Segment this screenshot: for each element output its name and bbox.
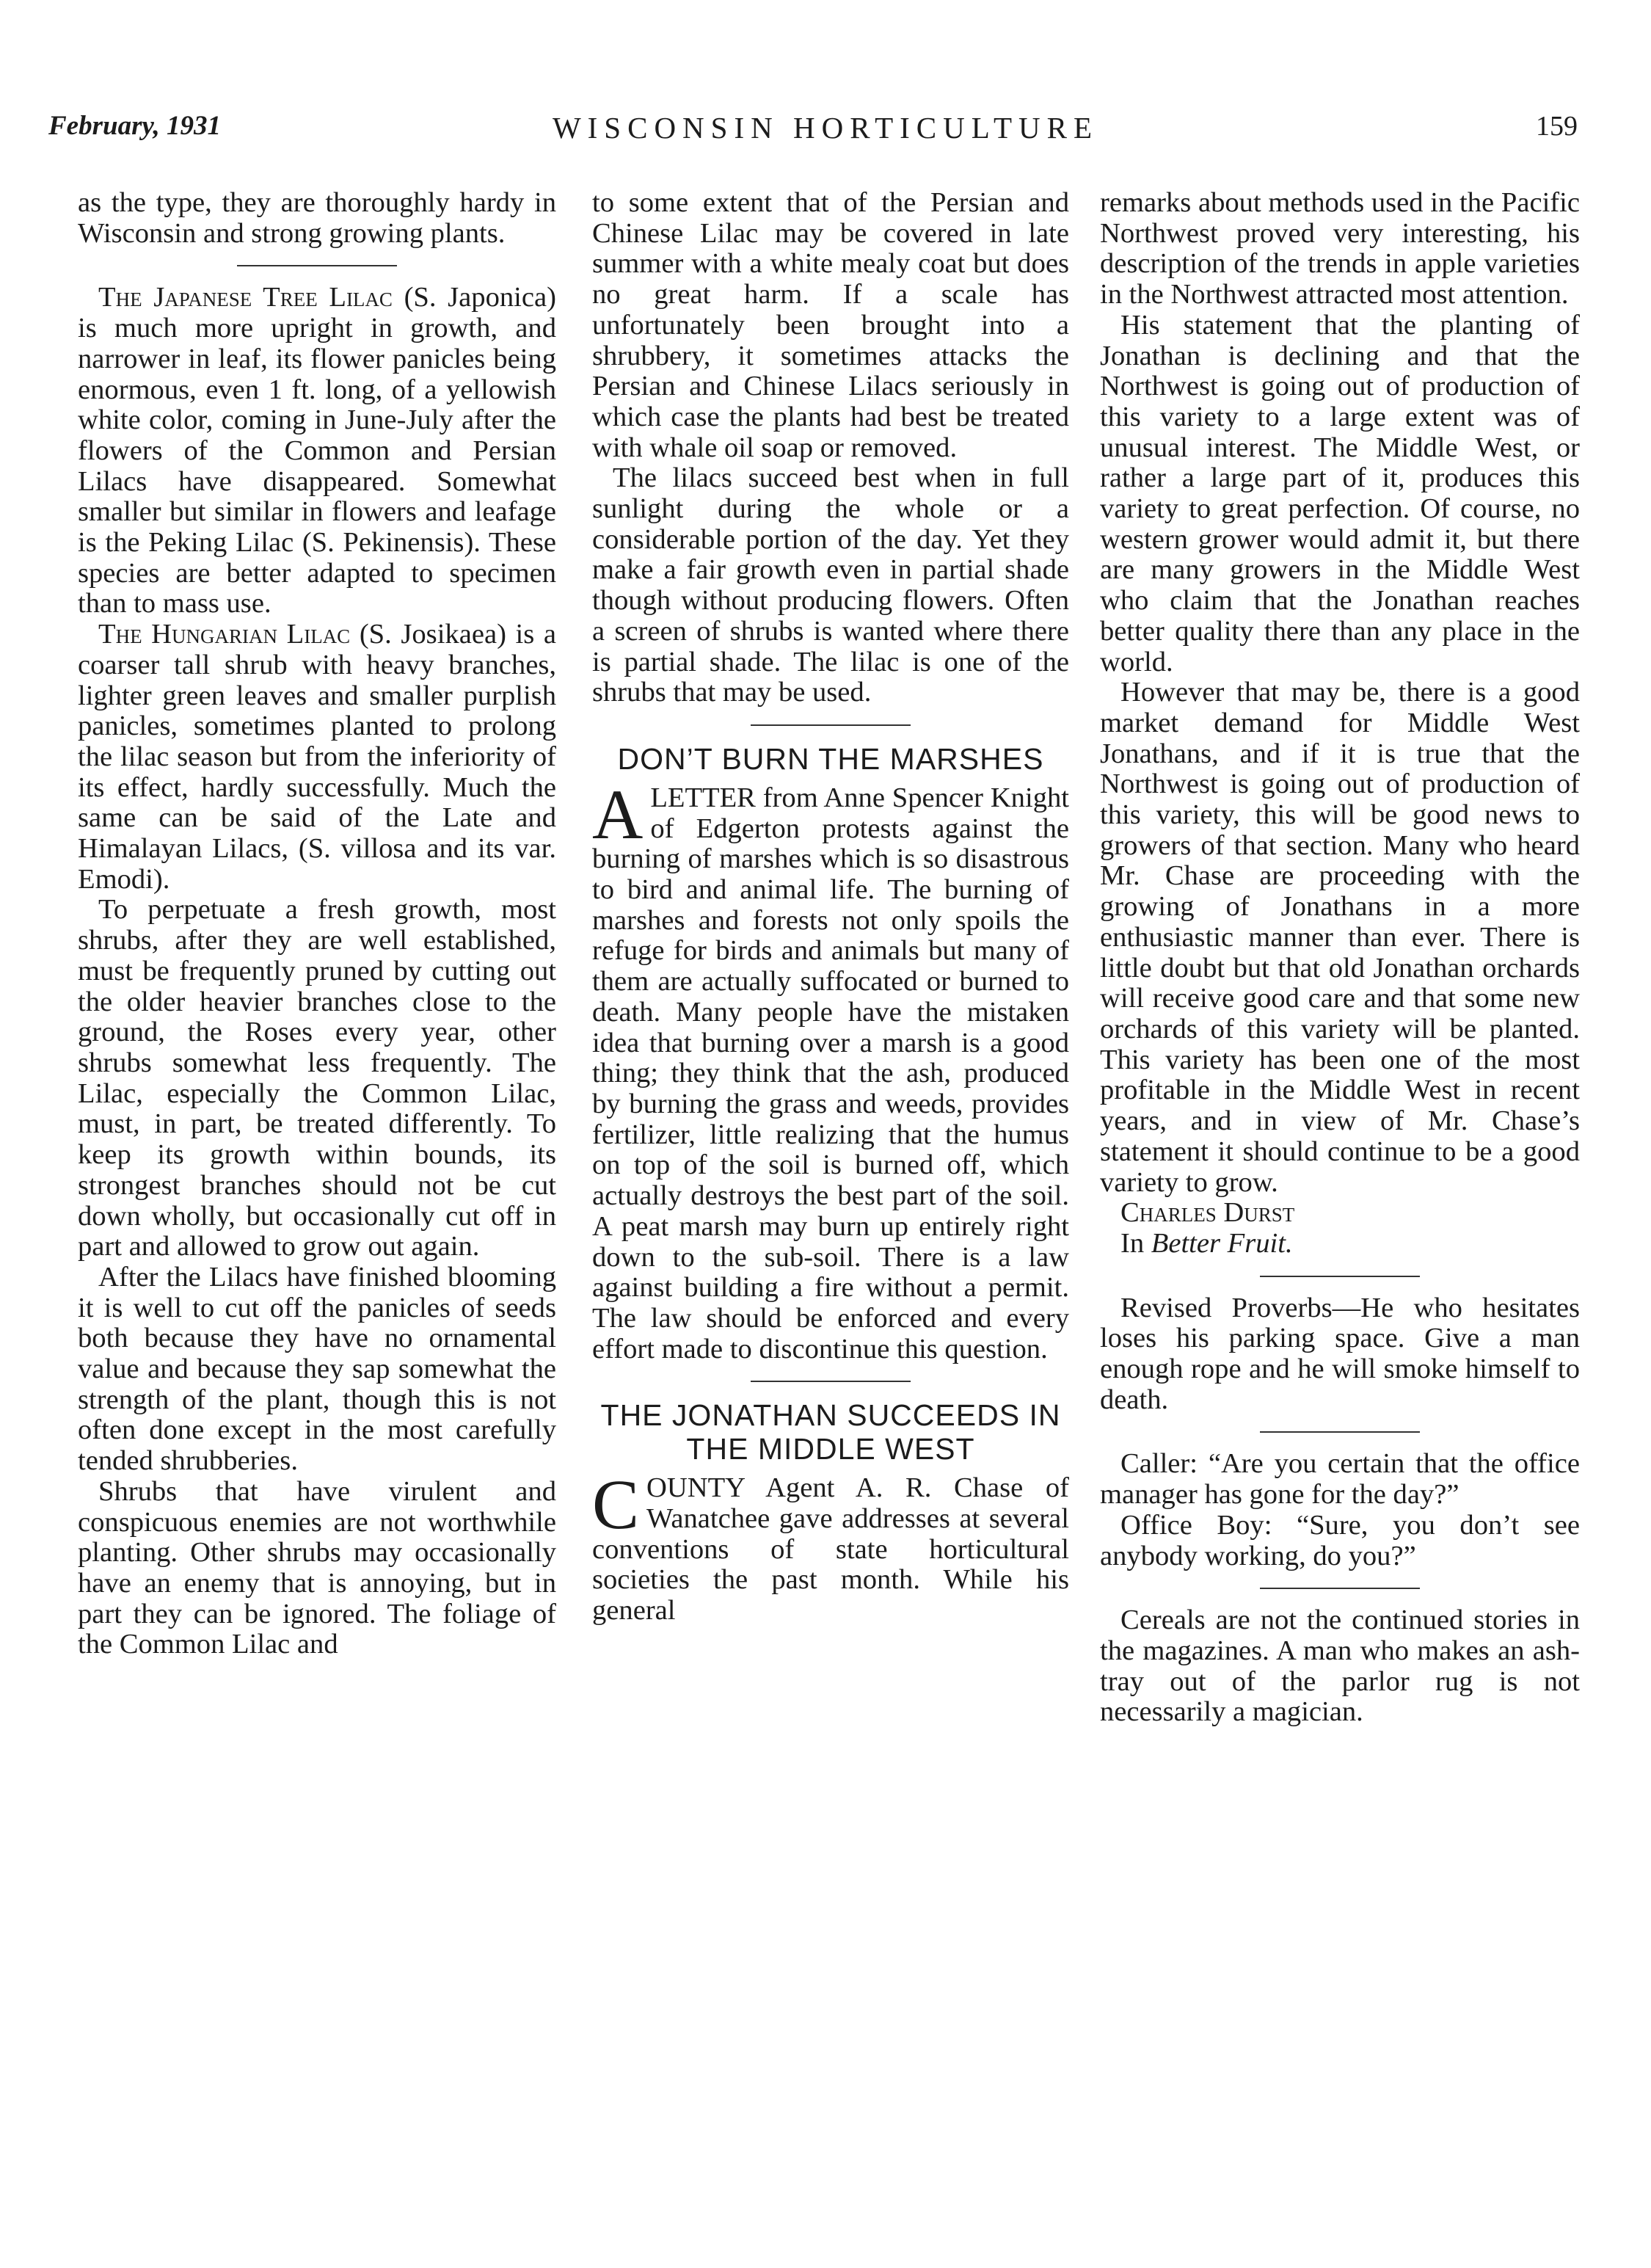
column-middle [592, 188, 1069, 1627]
section-divider [1260, 1276, 1420, 1277]
paragraph: To perpetuate a fresh growth, most shrubs, after they are well established, must be frequently pruned by cutting out the older heavier branches close to the ground, the Roses every year, other shrubs somewhat less frequently. The Lilac, especially the Common Lilac, must, in part, be treated differently. To keep its growth within bounds, its strongest branches should not be cut down wholly, but occasionally cut off in part and allowed to grow out again. [78, 894, 556, 1262]
paragraph: to some extent that of the Persian and Chinese Lilac may be covered in late summer with a white mealy coat but does no great harm. If a scale has unfortunately been brought into a shrubbery, it sometimes attacks the Persian and Chinese Lilacs seriously in which case the plants had best be treated with whale oil soap or removed. [592, 187, 1069, 463]
drop-cap: C [592, 1465, 640, 1544]
issue-date: February, 1931 [48, 111, 222, 141]
paragraph: The Hungarian Lilac (S. Josikaea) is a coarser tall shrub with heavy branches, lighter green leaves and smaller purplish panicles, sometimes planted to prolong the lilac season but from the inferiority of its effect, hardly successfully. Much the same can be said of the Late and Himalayan Lilacs, (S. villosa and its var. Emodi). [78, 619, 556, 895]
section-divider [751, 1381, 911, 1382]
drop-cap: A [592, 774, 644, 854]
article-heading: THE JONATHAN SUCCEEDS IN THE MIDDLE WEST [600, 1398, 1061, 1466]
paragraph: His statement that the planting of Jonathan is declining and that the Northwest is going out of production of this variety to a large extent was of unusual interest. The Middle West, or rather a large part of it, produces this variety to great perfection. Of course, no western grower would admit it, but there are many growers in the Middle West who claim that the Jonathan reaches better quality there than any place in the world. [1100, 309, 1580, 677]
article-heading: DON’T BURN THE MARSHES [617, 741, 1044, 776]
paragraph: as the type, they are thoroughly hardy in Wisconsin and strong growing plants. [78, 187, 556, 249]
author-signature: Charles Durst [1120, 1197, 1295, 1229]
paragraph: ALETTER from Anne Spencer Knight of Edgerton protests against the burning of marshes which is so disastrous to bird and animal life. The burning of marshes and forests not only spoils the refuge for birds and animals but many of them are actually suffocated or burned to death. Many people have the mistaken idea that burning over a marsh is a good thing; they think that the ash, produced by burning the grass and weeds, provides fertilizer, little realizing that the humus on top of the soil is burned off, which actually destroys the best part of the soil. A peat marsh may burn up entirely right down to the sub-soil. There is a law against building a fire without a permit. The law should be enforced and every effort made to discontinue this question. [592, 774, 1069, 1364]
paragraph: Office Boy: “Sure, you don’t see anybody working, do you?” [1100, 1509, 1580, 1571]
run-in-heading: The Hungarian Lilac [98, 619, 351, 650]
paragraph: Shrubs that have virulent and conspicuous enemies are not worthwhile planting. Other shrubs may occasionally have an enemy that is annoying, but in part they can be ignored. The foliage of the Common Lilac and [78, 1475, 556, 1660]
paragraph: COUNTY Agent A. R. Chase of Wanatchee gave addresses at several conventions of state horticultural societies the past month. While his general [592, 1465, 1069, 1627]
section-divider [751, 724, 911, 726]
paragraph: The Japanese Tree Lilac (S. Japonica) is much more upright in growth, and narrower in leaf, its flower panicles being enormous, even 1 ft. long, of a yellowish white color, coming in June-July after the flowers of the Common and Persian Lilacs have disappeared. Somewhat smaller but similar in flowers and leafage is the Peking Lilac (S. Pekinensis). These species are better adapted to specimen than to mass use. [78, 282, 556, 619]
section-divider [237, 265, 397, 266]
paragraph: Caller: “Are you certain that the office manager has gone for the day?” [1100, 1448, 1580, 1511]
source-credit: In Better Fruit. [1120, 1227, 1293, 1259]
paragraph: After the Lilacs have finished blooming it is well to cut off the panicles of seeds both because they have no ornamental value and because they sap somewhat the strength of the plant, though this is not often done except in the most carefully tended shrubberies. [78, 1261, 556, 1477]
paragraph: Revised Proverbs—He who hesitates loses his parking space. Give a man enough rope and he will smoke himself to death. [1100, 1292, 1580, 1415]
paragraph: The lilacs succeed best when in full sunlight during the whole or a considerable portion of the day. Yet they make a fair growth even in partial shade though without producing flowers. Often a screen of shrubs is wanted where there is partial shade. The lilac is one of the shrubs that may be used. [592, 462, 1069, 708]
paragraph: Cereals are not the continued stories in the magazines. A man who makes an ash-tray out of the parlor rug is not necessarily a magician. [1100, 1604, 1580, 1728]
paragraph: remarks about methods used in the Pacific Northwest proved very interesting, his description of the trends in apple varieties in the Northwest attracted most attention. [1100, 187, 1580, 310]
column-left [78, 188, 556, 1660]
paragraph: However that may be, there is a good market demand for Middle West Jonathans, and if it is true that the Northwest is going out of production of this variety, this will be good news to growers of that section. Many who heard Mr. Chase are proceeding with the growing of Jonathans in a more enthusiastic manner than ever. There is little doubt but that old Jonathan orchards will receive good care and that some new orchards of this variety will be planted. This variety has been one of the most profitable in the Middle West in recent years, and in view of Mr. Chase’s statement it should continue to be a good variety to grow. [1100, 677, 1580, 1198]
running-header [0, 110, 1651, 154]
run-in-heading: The Japanese Tree Lilac [98, 282, 393, 313]
journal-title: WISCONSIN HORTICULTURE [552, 111, 1099, 145]
section-divider [1260, 1588, 1420, 1589]
section-divider [1260, 1431, 1420, 1433]
column-right [1100, 188, 1580, 1728]
page-number: 159 [1536, 111, 1578, 142]
